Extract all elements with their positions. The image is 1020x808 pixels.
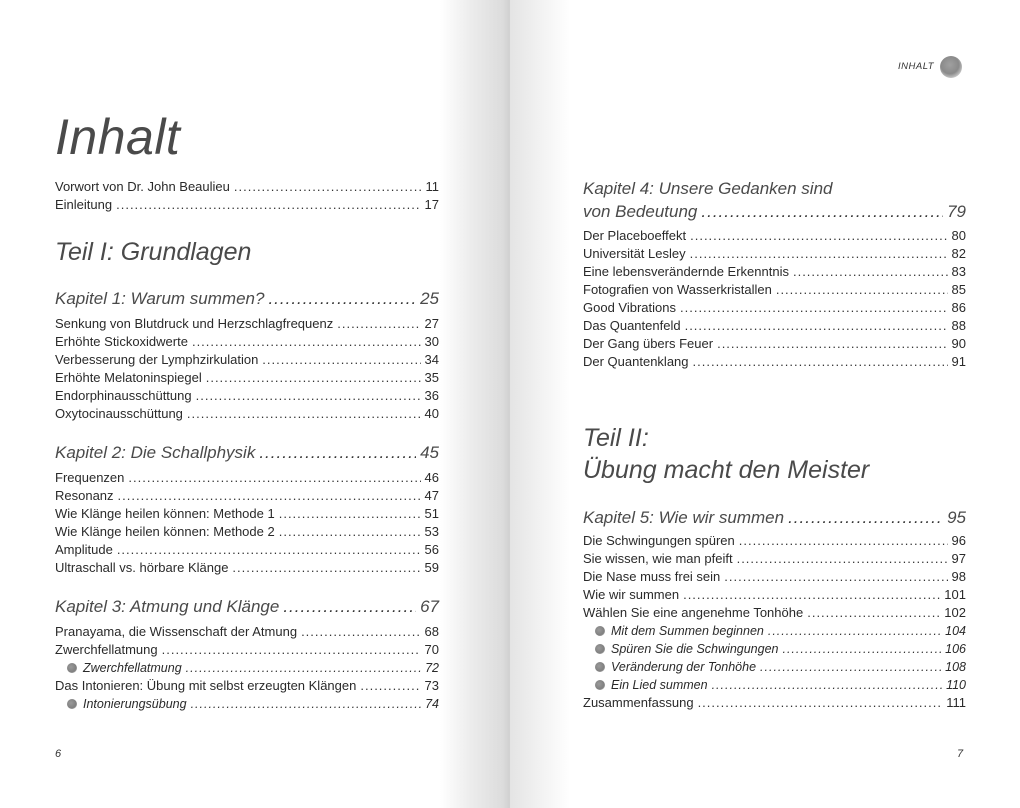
entry-page: 40 xyxy=(424,406,439,421)
entry-title: Universität Lesley xyxy=(583,246,686,261)
leader-dots xyxy=(690,245,948,263)
leader-dots xyxy=(234,178,422,196)
leader-dots xyxy=(301,623,420,641)
entry-page: 68 xyxy=(424,624,439,639)
entry-page: 85 xyxy=(951,282,966,297)
part-title: Teil I: Grundlagen xyxy=(55,238,252,266)
exercise-bullet-icon xyxy=(595,680,605,690)
leader-dots xyxy=(186,659,421,677)
leader-dots xyxy=(117,541,421,559)
entry-title: Zwerchfellatmung xyxy=(83,661,182,675)
entry-page: 104 xyxy=(945,624,966,638)
toc-exercise-entry[interactable] xyxy=(583,640,966,658)
entry-page: 88 xyxy=(951,318,966,333)
leader-dots xyxy=(262,351,420,369)
toc-entry[interactable] xyxy=(55,487,439,505)
entry-page: 30 xyxy=(424,334,439,349)
entry-page: 80 xyxy=(951,228,966,243)
leader-dots xyxy=(192,333,421,351)
exercise-bullet-icon xyxy=(595,644,605,654)
entry-title: Das Quantenfeld xyxy=(583,318,681,333)
toc-entry[interactable] xyxy=(55,196,439,214)
leader-dots xyxy=(793,263,948,281)
chapter-page: 67 xyxy=(420,597,439,616)
leader-dots xyxy=(279,505,421,523)
toc-entry[interactable] xyxy=(583,227,966,245)
toc-entry[interactable] xyxy=(55,559,439,577)
leader-dots xyxy=(739,532,948,550)
entry-page: 17 xyxy=(424,197,439,212)
chapter-title-line1[interactable]: Kapitel 4: Unsere Gedanken sind xyxy=(583,179,833,198)
entry-title: Wie Klänge heilen können: Methode 1 xyxy=(55,506,275,521)
exercise-bullet-icon xyxy=(595,662,605,672)
entry-title: Spüren Sie die Schwingungen xyxy=(611,642,779,656)
leader-dots xyxy=(690,227,947,245)
leader-dots xyxy=(782,640,941,658)
entry-page: 98 xyxy=(951,569,966,584)
entry-title: Wählen Sie eine angenehme Tonhöhe xyxy=(583,605,804,620)
toc-entry[interactable] xyxy=(55,178,439,196)
toc-chapter[interactable] xyxy=(55,288,439,310)
toc-chapter[interactable] xyxy=(55,596,439,618)
toc-entry[interactable] xyxy=(55,469,439,487)
toc-entry[interactable] xyxy=(55,351,439,369)
folio-right: 7 xyxy=(957,748,964,760)
entry-title: Zusammenfassung xyxy=(583,695,694,710)
entry-title: Amplitude xyxy=(55,542,113,557)
toc-entry[interactable] xyxy=(55,333,439,351)
chapter-page: 95 xyxy=(947,508,966,527)
entry-title: Verbesserung der Lymphzirkulation xyxy=(55,352,259,367)
entry-title: Senkung von Blutdruck und Herzschlagfrequenz xyxy=(55,316,334,331)
toc-entry[interactable] xyxy=(583,281,966,299)
leader-dots xyxy=(760,658,941,676)
leader-dots xyxy=(683,586,940,604)
entry-title: Erhöhte Stickoxidwerte xyxy=(55,334,188,349)
entry-page: 106 xyxy=(945,642,966,656)
entry-title: Erhöhte Melatoninspiegel xyxy=(55,370,202,385)
entry-title: Wie wir summen xyxy=(583,587,680,602)
entry-title: Good Vibrations xyxy=(583,300,676,315)
toc-entry[interactable] xyxy=(583,317,966,335)
leader-dots xyxy=(717,335,947,353)
leader-dots xyxy=(337,315,420,333)
leader-dots xyxy=(162,641,421,659)
toc-entry[interactable] xyxy=(55,315,439,333)
toc-exercise-entry[interactable] xyxy=(583,658,966,676)
entry-title: Vorwort von Dr. John Beaulieu xyxy=(55,179,230,194)
gutter-shadow-left xyxy=(440,0,510,808)
entry-title: Der Gang übers Feuer xyxy=(583,336,714,351)
toc-chapter[interactable] xyxy=(583,201,966,223)
chapter-title: Kapitel 3: Atmung und Klänge xyxy=(55,597,280,616)
entry-page: 74 xyxy=(425,697,439,711)
leader-dots xyxy=(701,201,943,223)
entry-page: 70 xyxy=(424,642,439,657)
entry-title: Ultraschall vs. hörbare Klänge xyxy=(55,560,229,575)
entry-page: 96 xyxy=(951,533,966,548)
entry-title: Eine lebensverändernde Erkenntnis xyxy=(583,264,789,279)
entry-title: Sie wissen, wie man pfeift xyxy=(583,551,733,566)
chapter-title: Kapitel 5: Wie wir summen xyxy=(583,508,785,527)
entry-title: Oxytocinausschüttung xyxy=(55,406,183,421)
entry-page: 11 xyxy=(425,179,439,194)
leader-dots xyxy=(187,405,421,423)
entry-page: 51 xyxy=(424,506,439,521)
toc-chapter[interactable] xyxy=(55,442,439,464)
toc-entry[interactable] xyxy=(583,604,966,622)
toc-entry[interactable] xyxy=(55,405,439,423)
running-head-dot-icon xyxy=(940,56,962,78)
toc-entry[interactable] xyxy=(583,694,966,712)
leader-dots xyxy=(807,604,940,622)
chapter-page: 79 xyxy=(947,202,966,221)
chapter-page: 45 xyxy=(420,443,439,462)
toc-entry[interactable] xyxy=(583,550,966,568)
chapter-page: 25 xyxy=(420,289,439,308)
toc-entry[interactable] xyxy=(55,541,439,559)
running-head: INHALT xyxy=(898,61,935,72)
leader-dots xyxy=(776,281,948,299)
toc-entry[interactable] xyxy=(583,299,966,317)
entry-page: 56 xyxy=(424,542,439,557)
toc-chapter[interactable] xyxy=(583,507,966,529)
entry-title: Einleitung xyxy=(55,197,113,212)
entry-page: 86 xyxy=(951,300,966,315)
entry-page: 53 xyxy=(424,524,439,539)
leader-dots xyxy=(698,694,943,712)
entry-page: 59 xyxy=(424,560,439,575)
leader-dots xyxy=(360,677,420,695)
entry-page: 27 xyxy=(424,316,439,331)
entry-page: 102 xyxy=(944,605,966,620)
toc-exercise-entry[interactable] xyxy=(583,622,966,640)
toc-entry[interactable] xyxy=(55,387,439,405)
toc-entry[interactable] xyxy=(583,245,966,263)
exercise-bullet-icon xyxy=(595,626,605,636)
entry-title: Der Placeboeffekt xyxy=(583,228,687,243)
toc-entry[interactable] xyxy=(55,505,439,523)
entry-page: 108 xyxy=(945,660,966,674)
gutter-fold xyxy=(509,0,510,808)
chapter-title-line2: von Bedeutung xyxy=(583,202,698,221)
part-title-line2: Übung macht den Meister xyxy=(583,456,870,484)
exercise-bullet-icon xyxy=(67,699,77,709)
entry-page: 90 xyxy=(951,336,966,351)
entry-title: Mit dem Summen beginnen xyxy=(611,624,764,638)
toc-entry[interactable] xyxy=(583,568,966,586)
entry-title: Der Quantenklang xyxy=(583,354,689,369)
chapter-title: Kapitel 2: Die Schallphysik xyxy=(55,443,256,462)
leader-dots xyxy=(737,550,948,568)
leader-dots xyxy=(712,676,942,694)
entry-page: 83 xyxy=(951,264,966,279)
entry-page: 101 xyxy=(944,587,966,602)
entry-page: 73 xyxy=(424,678,439,693)
leader-dots xyxy=(279,523,421,541)
exercise-bullet-icon xyxy=(67,663,77,673)
toc-exercise-entry[interactable] xyxy=(583,676,966,694)
entry-page: 111 xyxy=(946,695,966,710)
entry-page: 35 xyxy=(424,370,439,385)
toc-exercise-entry[interactable] xyxy=(55,659,439,677)
entry-title: Die Nase muss frei sein xyxy=(583,569,721,584)
folio-left: 6 xyxy=(55,748,62,760)
leader-dots xyxy=(768,622,941,640)
entry-title: Ein Lied summen xyxy=(611,678,708,692)
entry-title: Intonierungsübung xyxy=(83,697,187,711)
leader-dots xyxy=(788,507,943,529)
entry-title: Veränderung der Tonhöhe xyxy=(611,660,757,674)
toc-entry[interactable] xyxy=(583,586,966,604)
toc-entry[interactable] xyxy=(583,353,966,371)
toc-entry[interactable] xyxy=(583,263,966,281)
leader-dots xyxy=(685,317,948,335)
chapter-title: Kapitel 1: Warum summen? xyxy=(55,289,265,308)
toc-entry[interactable] xyxy=(55,677,439,695)
gutter-shadow-right xyxy=(510,0,570,808)
leader-dots xyxy=(116,196,420,214)
entry-page: 110 xyxy=(946,678,966,692)
entry-page: 82 xyxy=(951,246,966,261)
leader-dots xyxy=(680,299,948,317)
leader-dots xyxy=(118,487,421,505)
leader-dots xyxy=(693,353,948,371)
leader-dots xyxy=(283,596,416,618)
entry-title: Zwerchfellatmung xyxy=(55,642,158,657)
toc-entry[interactable] xyxy=(583,532,966,550)
entry-page: 46 xyxy=(424,470,439,485)
toc-entry[interactable] xyxy=(55,641,439,659)
leader-dots xyxy=(128,469,420,487)
entry-title: Resonanz xyxy=(55,488,114,503)
entry-title: Das Intonieren: Übung mit selbst erzeugten Klängen xyxy=(55,678,357,693)
toc-entry[interactable] xyxy=(55,623,439,641)
leader-dots xyxy=(206,369,421,387)
entry-title: Fotografien von Wasserkristallen xyxy=(583,282,772,297)
leader-dots xyxy=(191,695,422,713)
entry-page: 34 xyxy=(424,352,439,367)
leader-dots xyxy=(196,387,421,405)
toc-exercise-entry[interactable] xyxy=(55,695,439,713)
toc-entry[interactable] xyxy=(55,369,439,387)
entry-page: 36 xyxy=(424,388,439,403)
entry-title: Pranayama, die Wissenschaft der Atmung xyxy=(55,624,298,639)
entry-page: 47 xyxy=(424,488,439,503)
leader-dots xyxy=(268,288,416,310)
page-title: Inhalt xyxy=(55,109,181,165)
entry-page: 91 xyxy=(951,354,966,369)
leader-dots xyxy=(724,568,947,586)
entry-page: 97 xyxy=(951,551,966,566)
part-title-line1: Teil II: xyxy=(583,424,649,452)
toc-entry[interactable] xyxy=(583,335,966,353)
entry-title: Endorphinausschüttung xyxy=(55,388,192,403)
leader-dots xyxy=(232,559,420,577)
toc-entry[interactable] xyxy=(55,523,439,541)
entry-title: Frequenzen xyxy=(55,470,125,485)
entry-page: 72 xyxy=(425,661,439,675)
entry-title: Wie Klänge heilen können: Methode 2 xyxy=(55,524,275,539)
entry-title: Die Schwingungen spüren xyxy=(583,533,735,548)
leader-dots xyxy=(259,442,416,464)
